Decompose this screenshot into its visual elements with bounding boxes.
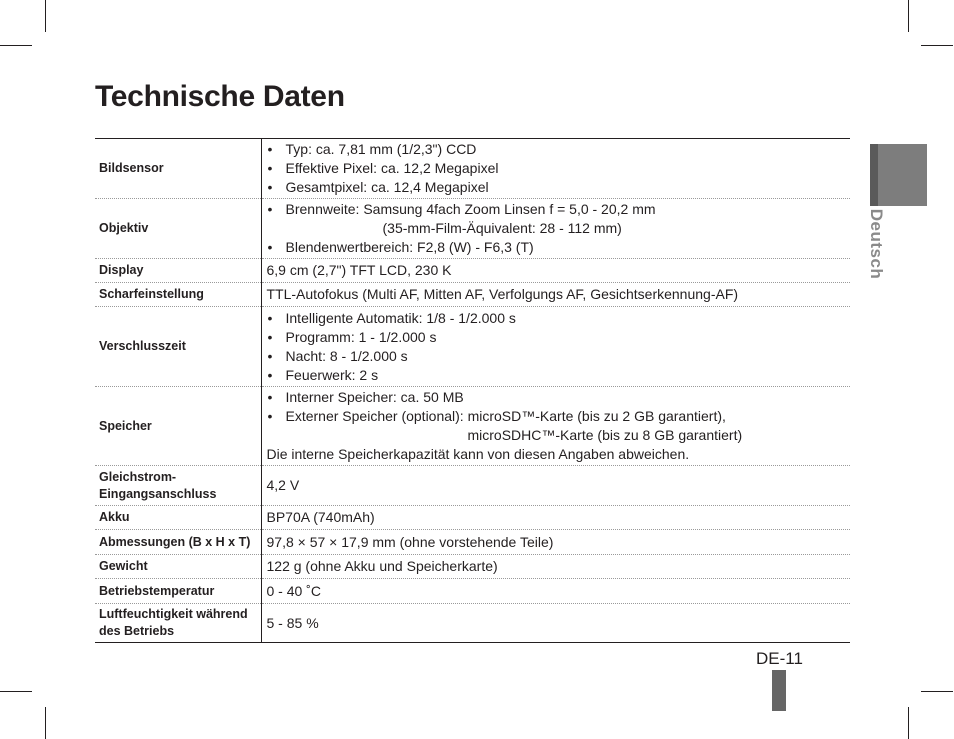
section-tab-shadow <box>870 144 878 206</box>
spec-row-akku <box>95 506 850 530</box>
bullet-item: • Blendenwertbereich: F2,8 (W) - F6,3 (T) <box>267 238 851 257</box>
spec-label-line: des Betriebs <box>99 624 175 638</box>
spec-label: Verschlusszeit <box>95 307 261 387</box>
bullet-item: • Programm: 1 - 1/2.000 s <box>267 328 851 347</box>
crop-mark <box>45 0 46 32</box>
spec-label: Scharfeinstellung <box>95 283 261 307</box>
bullet-item <box>267 200 851 238</box>
spec-row-bildsensor <box>95 139 850 199</box>
spec-table <box>95 138 850 643</box>
spec-row-luftfeuchtigkeit <box>95 604 850 643</box>
bullet-item: • Gesamtpixel: ca. 12,4 Megapixel <box>267 178 851 197</box>
spec-label: Abmessungen (B x H x T) <box>95 530 261 555</box>
bullet-item: • Intelligente Automatik: 1/8 - 1/2.000 s <box>267 309 851 328</box>
spec-value <box>261 307 850 387</box>
spec-value: 97,8 × 57 × 17,9 mm (ohne vorstehende Teile) <box>261 530 850 555</box>
spec-row-display <box>95 259 850 283</box>
bullet-text: • Brennweite: Samsung 4fach Zoom Linsen f = 5,0 - 20,2 mm <box>285 201 656 217</box>
spec-value <box>261 387 850 466</box>
spec-label: Bildsensor <box>95 139 261 199</box>
bullet-continuation: (35-mm-Film-Äquivalent: 28 - 112 mm) <box>382 220 622 236</box>
crop-mark <box>0 45 32 46</box>
bullet-item: • Effektive Pixel: ca. 12,2 Megapixel <box>267 159 851 178</box>
spec-value: 5 - 85 % <box>261 604 850 643</box>
spec-row-abmessungen <box>95 530 850 555</box>
spec-value: 6,9 cm (2,7") TFT LCD, 230 K <box>261 259 850 283</box>
spec-row-verschlusszeit <box>95 307 850 387</box>
spec-row-gleichstrom <box>95 466 850 506</box>
section-tab <box>878 144 927 206</box>
crop-mark <box>921 45 953 46</box>
spec-label: Gewicht <box>95 555 261 579</box>
crop-mark <box>908 0 909 32</box>
spec-label: Akku <box>95 506 261 530</box>
spec-value: 4,2 V <box>261 466 850 506</box>
bullet-item <box>267 407 851 445</box>
spec-label: Speicher <box>95 387 261 466</box>
spec-value: 122 g (ohne Akku und Speicherkarte) <box>261 555 850 579</box>
spec-value <box>261 139 850 199</box>
bullet-item: • Interner Speicher: ca. 50 MB <box>267 388 851 407</box>
bullet-continuation: microSDHC™-Karte (bis zu 8 GB garantiert) <box>467 427 743 443</box>
crop-mark <box>908 707 909 739</box>
spec-value: BP70A (740mAh) <box>261 506 850 530</box>
spec-label <box>95 466 261 506</box>
spec-row-objektiv <box>95 199 850 259</box>
page-number: DE-11 <box>756 649 803 668</box>
speicher-note: Die interne Speicherkapazität kann von diesen Angaben abweichen. <box>266 446 690 462</box>
spec-label-line: Gleichstrom- <box>99 469 177 484</box>
side-language-label: Deutsch <box>867 208 886 280</box>
spec-value: 0 - 40 ˚C <box>261 579 850 604</box>
page-title: Technische Daten <box>95 80 345 113</box>
spec-label: Betriebstemperatur <box>95 579 261 604</box>
spec-value <box>261 199 850 259</box>
spec-label-line: Eingangsanschluss <box>99 486 217 501</box>
spec-label <box>95 604 261 643</box>
spec-row-scharfeinstellung <box>95 283 850 307</box>
crop-mark <box>921 691 953 692</box>
spec-label-line: Luftfeuchtigkeit während <box>99 607 248 621</box>
spec-row-betriebstemperatur <box>95 579 850 604</box>
spec-label: Objektiv <box>95 199 261 259</box>
bullet-text: • Externer Speicher (optional): microSD™-Karte (bis zu 2 GB garantiert), <box>285 408 726 424</box>
crop-mark <box>0 691 32 692</box>
bullet-item: • Nacht: 8 - 1/2.000 s <box>267 347 851 366</box>
bullet-item: • Feuerwerk: 2 s <box>267 366 851 385</box>
spec-row-speicher <box>95 387 850 466</box>
spec-value: TTL-Autofokus (Multi AF, Mitten AF, Verfolgungs AF, Gesichtserkennung-AF) <box>261 283 850 307</box>
bullet-item: • Typ: ca. 7,81 mm (1/2,3") CCD <box>267 140 851 159</box>
spec-row-gewicht <box>95 555 850 579</box>
page-number-bar <box>772 670 786 711</box>
spec-label: Display <box>95 259 261 283</box>
crop-mark <box>45 707 46 739</box>
